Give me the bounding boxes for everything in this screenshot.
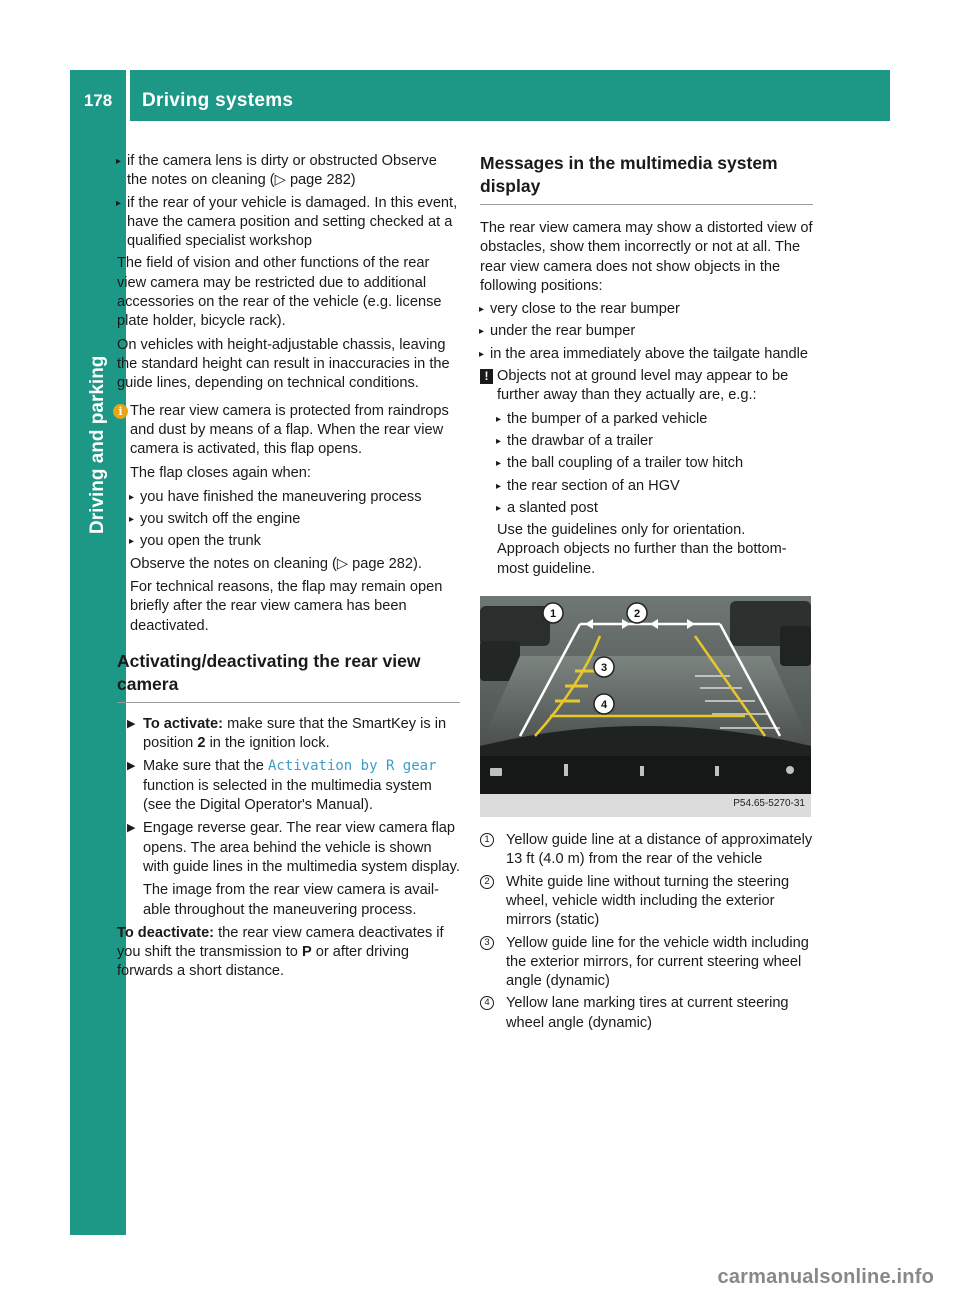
flap-bullets <box>130 488 460 552</box>
info-icon: i <box>113 404 128 419</box>
list-item: ▸ the drawbar of a trailer <box>497 432 813 451</box>
settings-icon <box>786 766 794 774</box>
parked-car <box>780 626 811 666</box>
step-select-function: ▶ Make sure that the Activation by R gear function is selected in the multimedia system (see the Digital Operator's Manual). <box>127 758 437 814</box>
legend-item: 2 White guide line without turning the steering wheel, vehicle width including the exterior mirrors (static) <box>480 873 813 931</box>
legend-item: 3 Yellow guide line for the vehicle width including the exterior mirrors, for current steering wheel angle (dynamic) <box>480 934 813 992</box>
section-title: Driving systems <box>142 90 294 111</box>
warning-icon: ! <box>480 369 493 384</box>
paragraph-distorted-view: The rear view camera may show a distorted view of obstacles, show them incorrectly or not at all. The rear view camera does not show objects in the following positions: <box>480 220 813 294</box>
step-arrow-icon: ▶ <box>127 760 136 773</box>
legend-number: 1 <box>480 833 494 847</box>
camera-menu-bar <box>480 756 811 794</box>
page-number: 178 <box>83 91 113 110</box>
section-heading-messages: Messages in the multimedia system display <box>480 153 778 196</box>
step-arrow-icon: ▶ <box>127 822 136 835</box>
step-activate: ▶ To activate: make sure that the SmartKey is in position 2 in the ignition lock. <box>127 715 447 752</box>
warning-text: Objects not at ground level may appear to be further away than they actually are, e.g.: <box>497 368 789 404</box>
step-reverse-gear: ▶ Engage reverse gear. The rear view camera flap opens. The area behind the vehicle is shown with guide lines in the multimedia system display. The image from the rear view camera is available throughout the maneuvering process. <box>127 820 460 918</box>
list-item: ▸ if the rear of your vehicle is damaged. In this event, have the camera position and setting checked at a qualified specialist workshop <box>117 194 460 252</box>
legend-number: 2 <box>480 875 494 889</box>
callout-4: 4 <box>600 699 608 712</box>
warning-note <box>480 367 813 579</box>
steps-list <box>117 715 460 920</box>
flap-intro: The flap closes again when: <box>130 465 311 482</box>
list-item: ▸ very close to the rear bumper <box>480 300 813 319</box>
bullet-list-conditions <box>117 152 460 251</box>
list-item: ▸ a slanted post <box>497 499 813 518</box>
heading-rule <box>117 702 460 703</box>
list-item: ▸ in the area immediately above the tailgate handle <box>480 345 813 364</box>
legend-number: 3 <box>480 936 494 950</box>
info-note-text: The rear view camera is protected from raindrops and dust by means of a flap. When the rear view camera is activated, this flap opens. <box>130 402 449 458</box>
back-icon <box>490 768 502 776</box>
right-column <box>480 152 813 1036</box>
list-item: ▸ you switch off the engine <box>130 510 460 529</box>
cleaning-note: Observe the notes on cleaning (▷ page 282). <box>130 555 422 572</box>
list-item: ▸ the bumper of a parked vehicle <box>497 410 813 429</box>
list-item: ▸ you open the trunk <box>130 532 460 551</box>
list-item: ▸ the rear section of an HGV <box>497 477 813 496</box>
camera-mode-icon <box>564 764 568 776</box>
deactivate-paragraph: To deactivate: the rear view camera deactivates if you shift the transmission to P or after driving forwards a short distance. <box>117 924 444 980</box>
parked-car <box>480 606 550 646</box>
list-item: ▸ the ball coupling of a trailer tow hitch <box>497 454 813 473</box>
list-item: ▸ you have finished the maneuvering process <box>130 488 460 507</box>
step-arrow-icon: ▶ <box>127 717 136 730</box>
watermark: carmanualsonline.info <box>717 1266 934 1288</box>
figure-legend <box>480 831 813 1033</box>
legend-item: 4 Yellow lane marking tires at current steering wheel angle (dynamic) <box>480 994 813 1033</box>
camera-view-icon <box>640 766 644 776</box>
figure-code: P54.65-5270-31 <box>733 797 805 809</box>
left-column <box>117 152 460 986</box>
chapter-label-text: Driving and parking <box>87 355 108 534</box>
paragraph-field-of-vision: The field of vision and other functions of the rear view camera may be restricted due to additional accessories on the rear of the vehicle (e.g. license plate holder, bicycle rack). <box>117 255 442 330</box>
list-item: ▸ under the rear bumper <box>480 322 813 341</box>
callout-1: 1 <box>549 608 557 621</box>
legend-number: 4 <box>480 996 494 1010</box>
bullet-list-positions <box>480 300 813 364</box>
header-divider <box>126 70 130 121</box>
warning-bullets <box>497 410 813 518</box>
legend-item: 1 Yellow guide line at a distance of approximately 13 ft (4.0 m) from the rear of the vehicle <box>480 831 813 870</box>
page-header <box>70 70 890 121</box>
technical-note: For technical reasons, the flap may remain open briefly after the rear view camera has been deactivated. <box>130 578 443 634</box>
rear-view-camera-figure <box>480 596 811 817</box>
callout-2: 2 <box>633 608 641 621</box>
callout-3: 3 <box>600 662 608 675</box>
info-note <box>117 402 460 636</box>
paragraph-height-chassis: On vehicles with height-adjustable chassis, leaving the standard height can result in inaccuracies in the guide lines, depending on technical conditions. <box>117 336 450 392</box>
menu-function-name: Activation by R gear <box>267 758 437 775</box>
camera-view-icon <box>715 766 719 776</box>
chapter-label <box>87 355 111 534</box>
list-item: ▸ if the camera lens is dirty or obstructed Observe the notes on cleaning (▷ page 282) <box>117 152 460 191</box>
heading-rule <box>480 204 813 205</box>
section-heading-activate: Activating/deactivating the rear view camera <box>117 650 421 694</box>
guideline-note: Use the guidelines only for orientation. Approach objects no further than the bottommost guideline. <box>497 522 787 577</box>
camera-image <box>480 596 811 817</box>
